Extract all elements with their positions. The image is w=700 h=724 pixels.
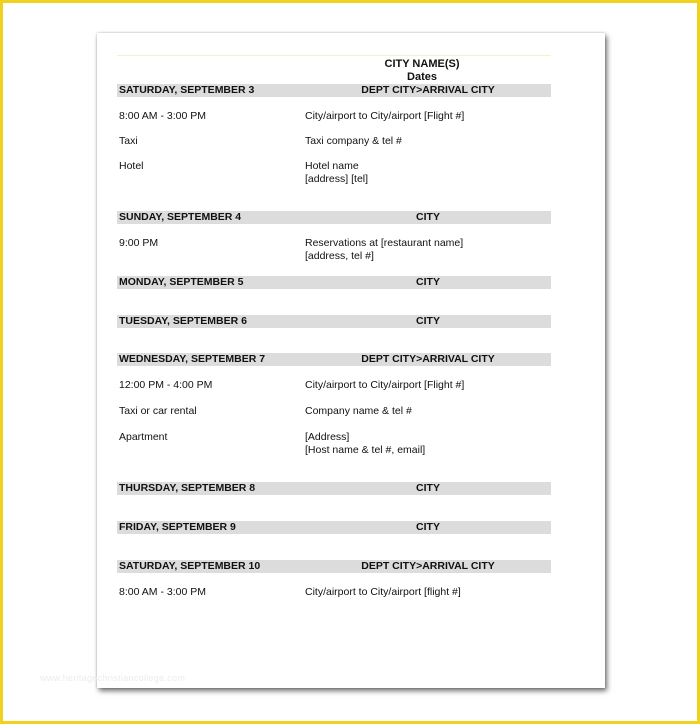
item-label: Apartment — [119, 431, 168, 443]
day-header — [117, 84, 551, 97]
day-name: FRIDAY, SEPTEMBER 9 — [119, 521, 236, 533]
day-city: CITY — [416, 521, 440, 533]
item-time: 12:00 PM - 4:00 PM — [119, 379, 213, 391]
day-header — [117, 521, 551, 534]
item-time: 9:00 PM — [119, 237, 159, 249]
day-header — [117, 315, 551, 328]
item-detail-line1: [Address] — [305, 431, 350, 443]
item-label: Taxi — [119, 135, 138, 147]
day-header — [117, 482, 551, 495]
item-detail: City/airport to City/airport [Flight #] — [305, 379, 465, 391]
item-detail: Company name & tel # — [305, 405, 412, 417]
item-detail-line2: [address] [tel] — [305, 173, 369, 185]
city-names-heading: CITY NAME(S) — [384, 58, 460, 70]
day-header — [117, 211, 551, 224]
item-detail-line1: Reservations at [restaurant name] — [305, 237, 464, 249]
day-city: CITY — [416, 482, 440, 494]
day-name: MONDAY, SEPTEMBER 5 — [119, 276, 244, 288]
day-header — [117, 560, 551, 573]
item-detail: City/airport to City/airport [Flight #] — [305, 110, 465, 122]
item-detail-line2: [address, tel #] — [305, 250, 374, 262]
day-name: TUESDAY, SEPTEMBER 6 — [119, 315, 247, 327]
day-name: THURSDAY, SEPTEMBER 8 — [119, 482, 256, 494]
item-label: Taxi or car rental — [119, 405, 197, 417]
day-city: DEPT CITY>ARRIVAL CITY — [361, 353, 495, 365]
item-time: 8:00 AM - 3:00 PM — [119, 110, 206, 122]
day-header — [117, 276, 551, 289]
day-city: CITY — [416, 211, 440, 223]
day-city: DEPT CITY>ARRIVAL CITY — [361, 84, 495, 96]
item-detail — [305, 237, 463, 263]
item-label: Hotel — [119, 160, 144, 172]
item-detail: City/airport to City/airport [flight #] — [305, 586, 461, 598]
item-time: 8:00 AM - 3:00 PM — [119, 586, 206, 598]
item-detail: Taxi company & tel # — [305, 135, 402, 147]
day-name: SATURDAY, SEPTEMBER 3 — [119, 84, 255, 96]
day-city: CITY — [416, 315, 440, 327]
dates-heading: Dates — [407, 71, 437, 83]
header-rule — [117, 55, 551, 56]
day-name: WEDNESDAY, SEPTEMBER 7 — [119, 353, 266, 365]
day-city: DEPT CITY>ARRIVAL CITY — [361, 560, 495, 572]
day-name: SUNDAY, SEPTEMBER 4 — [119, 211, 242, 223]
item-detail — [305, 160, 368, 186]
document-page — [97, 33, 605, 688]
day-header — [117, 353, 551, 366]
item-detail-line2: [Host name & tel #, email] — [305, 444, 426, 456]
day-name: SATURDAY, SEPTEMBER 10 — [119, 560, 261, 572]
item-detail-line1: Hotel name — [305, 160, 359, 172]
item-detail — [305, 431, 425, 457]
watermark-text: www.heritagechristiancollege.com — [40, 673, 186, 683]
day-city: CITY — [416, 276, 440, 288]
